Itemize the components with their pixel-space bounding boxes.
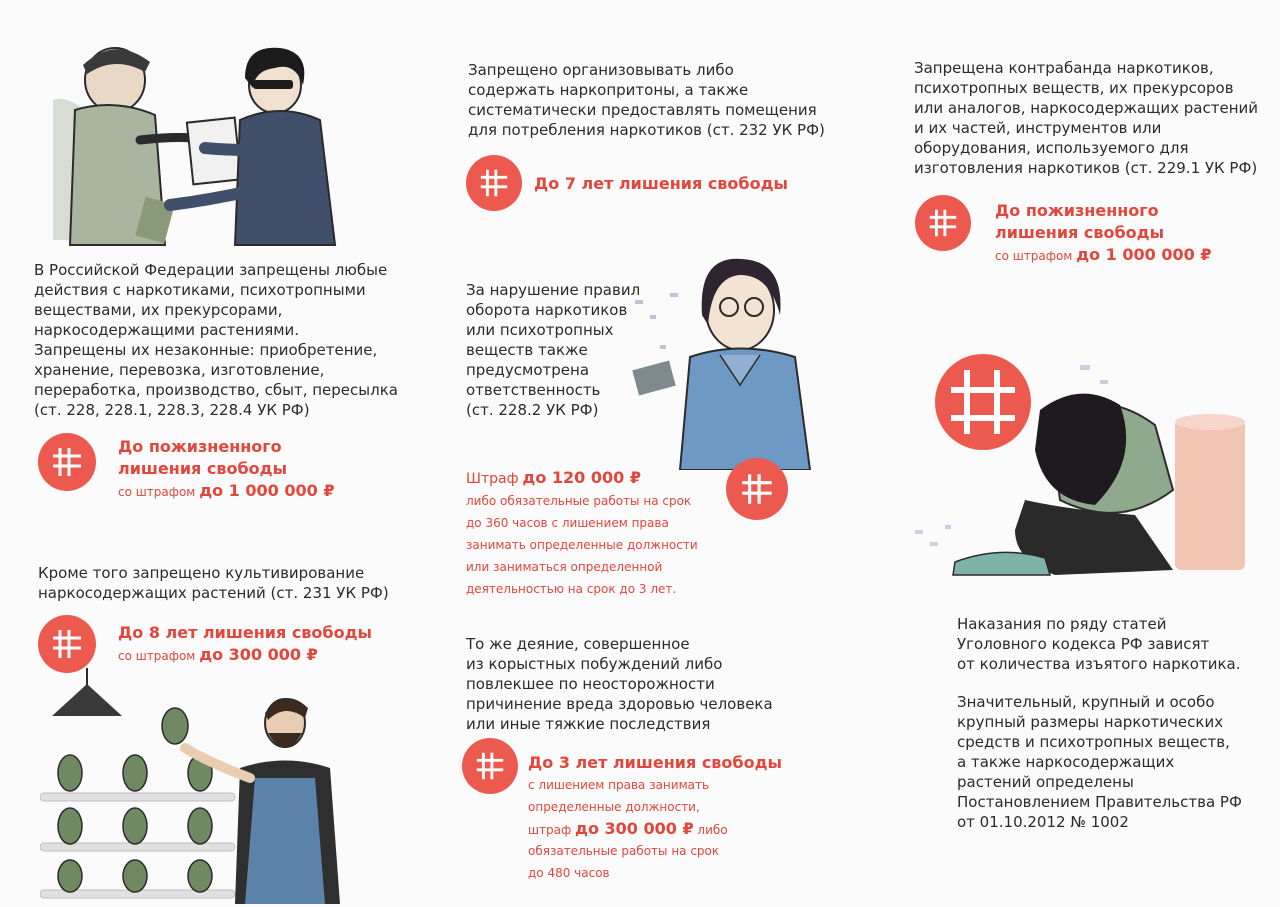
penalty2-fine <box>118 644 318 667</box>
grid-badge-icon <box>462 738 518 794</box>
mercenary-rest1: с лишением права занимать определенные должности, <box>528 778 710 814</box>
penalty1-line1: До пожизненного <box>118 437 282 456</box>
intro-text: В Российской Федерации запрещены любые действия с наркотиками, психотропными веществами, их прекурсорами, наркосодержащими растениями. Запрещены их незаконные: приобретение, хранение, перевозка, изготовление, переработка, производство, сбыт, пересылка (ст. 228, 228.1, 228.3, 228.4 УК РФ) <box>34 261 398 419</box>
grid-badge-icon <box>38 433 96 491</box>
penalty2-line1: До 8 лет лишения свободы <box>118 623 372 642</box>
punish-text-1: Наказания по ряду статей Уголовного кодекса РФ зависят от количества изъятого наркотика. <box>957 615 1241 673</box>
smuggling-fine-amount: до 1 000 000 ₽ <box>1076 245 1212 264</box>
smuggling-fine <box>995 244 1211 267</box>
plant-grower-illustration <box>40 668 360 904</box>
mercenary-penalty: До 3 лет лишения свободы <box>528 753 782 772</box>
cultivation-text: Кроме того запрещено культивирование наркосодержащих растений (ст. 231 УК РФ) <box>38 564 389 602</box>
sitting-person-illustration <box>905 330 1255 590</box>
smuggling-fine-prefix: со штрафом <box>995 249 1073 263</box>
grid-badge-icon <box>38 615 96 673</box>
grid-badge-icon <box>726 458 788 520</box>
mercenary-fine-amount: до 300 000 ₽ <box>575 819 694 838</box>
grid-badge-icon <box>466 155 522 211</box>
smuggling-penalty-line2: лишения свободы <box>995 223 1165 242</box>
penalty1-fine <box>118 480 334 503</box>
mercenary-fine-suffix: либо <box>697 823 728 837</box>
mercenary-fine <box>528 818 728 841</box>
dens-text: Запрещено организовывать либо содержать наркопритоны, а также систематически предоставлять помещения для потребления наркотиков (ст. 232 УК РФ) <box>468 61 825 139</box>
mercenary-rest2: обязательные работы на срок до 480 часов <box>528 844 720 880</box>
woman-glasses-illustration <box>630 245 830 470</box>
penalty1-fine-prefix: со штрафом <box>118 485 196 499</box>
penalty1-line2: лишения свободы <box>118 459 288 478</box>
grid-badge-icon <box>915 195 971 251</box>
penalty2-fine-prefix: со штрафом <box>118 649 196 663</box>
dens-penalty: До 7 лет лишения свободы <box>534 174 788 193</box>
people-exchange-illustration <box>45 40 345 250</box>
rules-text: За нарушение правил оборота наркотиков или психотропных веществ также предусмотрена ответственность (ст. 228.2 УК РФ) <box>466 281 641 419</box>
smuggling-penalty-line1: До пожизненного <box>995 201 1159 220</box>
mercenary-text: То же деяние, совершенное из корыстных побуждений либо повлекшее по неосторожности причинение вреда здоровью человека или иные тяжкие последствия <box>466 635 773 733</box>
rules-fine-prefix: Штраф <box>466 471 519 487</box>
rules-fine-rest: либо обязательные работы на срок до 360 часов с лишением права занимать определенные должности или заниматься определенной деятельностью на срок до 3 лет. <box>466 494 698 596</box>
penalty1-fine-amount: до 1 000 000 ₽ <box>199 481 335 500</box>
rules-fine-amount: до 120 000 ₽ <box>522 468 641 487</box>
mercenary-fine-prefix: штраф <box>528 823 572 837</box>
smuggling-text: Запрещена контрабанда наркотиков, психотропных веществ, их прекурсоров или аналогов, наркосодержащих растений и их частей, инструментов или оборудования, используемого для изготовления наркотиков (ст. 229.1 УК РФ) <box>914 59 1259 177</box>
punish-text-2: Значительный, крупный и особо крупный размеры наркотических средств и психотропных веществ, а также наркосодержащих растений определены Постановлением Правительства РФ от 01.10.2012 № 1002 <box>957 693 1242 831</box>
rules-fine <box>466 467 641 490</box>
penalty2-fine-amount: до 300 000 ₽ <box>199 645 318 664</box>
